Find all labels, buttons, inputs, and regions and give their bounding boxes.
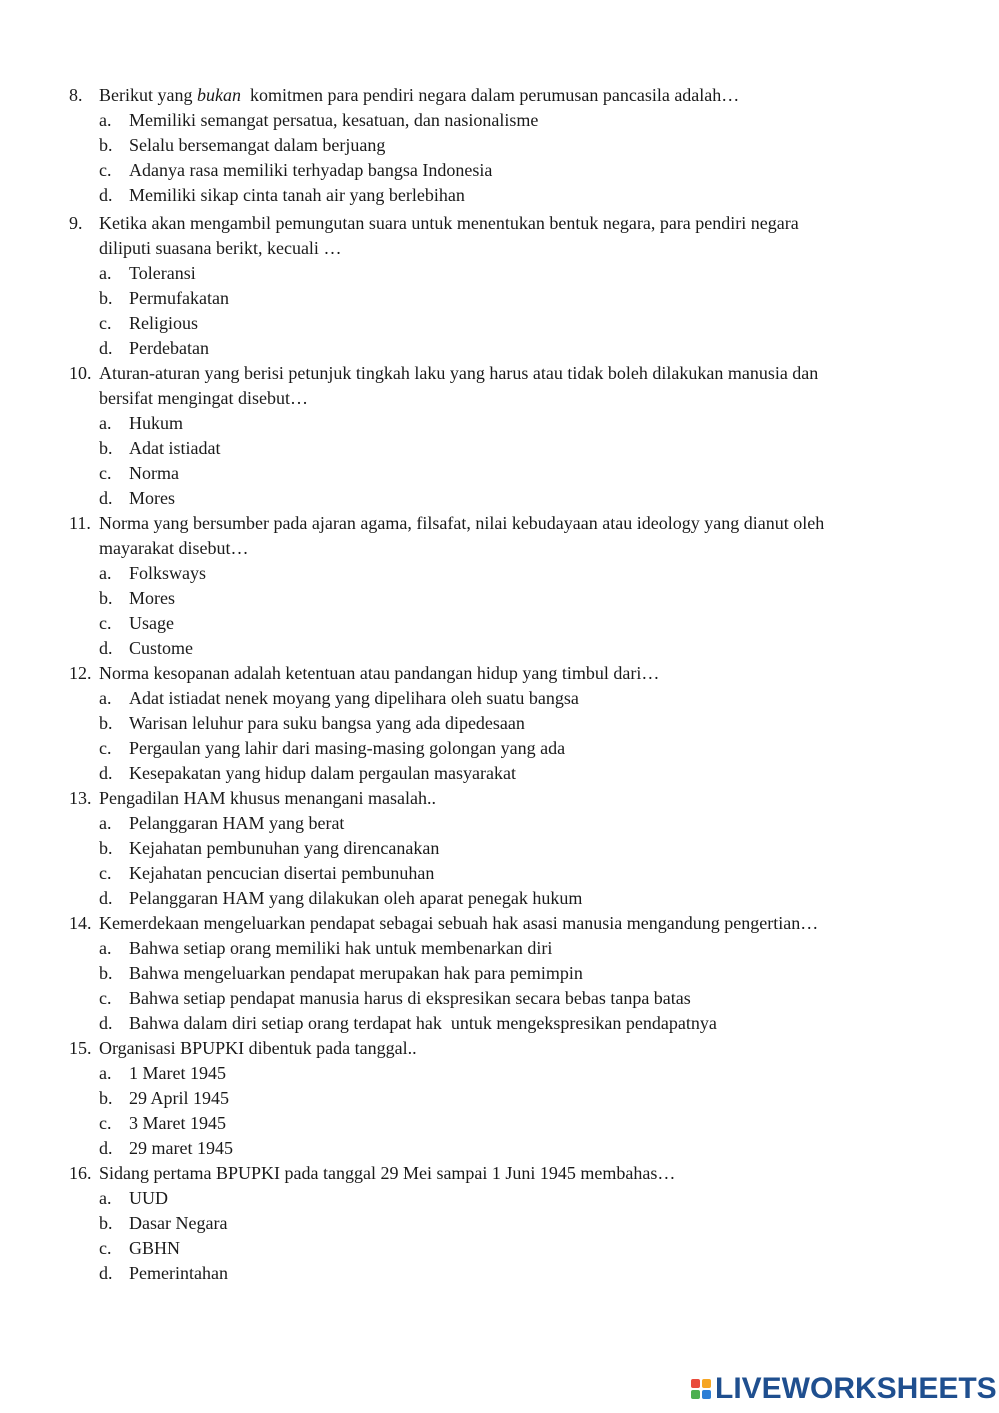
option-letter: b. xyxy=(99,963,113,983)
option-letter: b. xyxy=(99,1213,113,1233)
question xyxy=(0,361,999,511)
question-text: Sidang pertama BPUPKI pada tanggal 29 Mei sampai 1 Juni 1945 membahas… xyxy=(99,1163,676,1183)
answer-options xyxy=(0,561,999,661)
answer-options xyxy=(0,686,999,786)
option-text: Folksways xyxy=(129,563,207,583)
answer-option[interactable] xyxy=(0,886,999,911)
answer-option[interactable] xyxy=(0,1186,999,1211)
question-number: 10. xyxy=(69,363,92,383)
answer-option[interactable] xyxy=(0,1011,999,1036)
question xyxy=(0,83,999,211)
option-letter: b. xyxy=(99,588,113,608)
option-text: Mores xyxy=(129,588,175,608)
answer-option[interactable] xyxy=(0,611,999,636)
option-letter: c. xyxy=(99,1113,112,1133)
option-text: Bahwa dalam diri setiap orang terdapat hak untuk mengekspresikan pendapatnya xyxy=(129,1013,717,1033)
question-text: Norma kesopanan adalah ketentuan atau pandangan hidup yang timbul dari… xyxy=(99,663,660,683)
option-letter: c. xyxy=(99,313,112,333)
question-text: Norma yang bersumber pada ajaran agama, filsafat, nilai kebudayaan atau ideology yang dianut oleh mayarakat disebut… xyxy=(99,513,825,558)
option-letter: c. xyxy=(99,160,112,180)
answer-options xyxy=(0,261,999,361)
option-text: 29 maret 1945 xyxy=(129,1138,233,1158)
answer-option[interactable] xyxy=(0,1261,999,1286)
option-text: Adat istiadat nenek moyang yang dipelihara oleh suatu bangsa xyxy=(129,688,579,708)
question-text xyxy=(99,83,829,108)
answer-option[interactable] xyxy=(0,486,999,511)
option-text: Custome xyxy=(129,638,194,658)
answer-option[interactable] xyxy=(0,711,999,736)
option-letter: c. xyxy=(99,988,112,1008)
answer-option[interactable] xyxy=(0,158,999,183)
option-text: Warisan leluhur para suku bangsa yang ada dipedesaan xyxy=(129,713,525,733)
option-text: Kesepakatan yang hidup dalam pergaulan masyarakat xyxy=(129,763,517,783)
answer-option[interactable] xyxy=(0,686,999,711)
liveworksheets-icon xyxy=(691,1379,711,1399)
answer-option[interactable] xyxy=(0,133,999,158)
option-letter: d. xyxy=(99,185,113,205)
question-text: Pengadilan HAM khusus menangani masalah.. xyxy=(99,788,436,808)
option-letter: b. xyxy=(99,713,113,733)
answer-option[interactable] xyxy=(0,936,999,961)
question-number: 15. xyxy=(69,1038,92,1058)
answer-option[interactable] xyxy=(0,1061,999,1086)
option-letter: d. xyxy=(99,763,113,783)
option-text: Bahwa setiap pendapat manusia harus di ekspresikan secara bebas tanpa batas xyxy=(129,988,691,1008)
option-text: Adanya rasa memiliki terhyadap bangsa Indonesia xyxy=(129,160,493,180)
answer-option[interactable] xyxy=(0,261,999,286)
answer-options xyxy=(0,811,999,911)
logo-square-icon xyxy=(702,1379,711,1388)
option-letter: a. xyxy=(99,1063,112,1083)
answer-option[interactable] xyxy=(0,1111,999,1136)
question xyxy=(0,911,999,1036)
answer-option[interactable] xyxy=(0,961,999,986)
question-number: 14. xyxy=(69,913,92,933)
answer-option[interactable] xyxy=(0,411,999,436)
answer-option[interactable] xyxy=(0,336,999,361)
option-letter: d. xyxy=(99,488,113,508)
option-letter: a. xyxy=(99,688,112,708)
question-text: Ketika akan mengambil pemungutan suara untuk menentukan bentuk negara, para pendiri negara diliputi suasana berikt, kecuali … xyxy=(99,213,799,258)
logo-square-icon xyxy=(702,1390,711,1399)
option-letter: b. xyxy=(99,288,113,308)
question xyxy=(0,661,999,786)
option-letter: c. xyxy=(99,463,112,483)
answer-option[interactable] xyxy=(0,108,999,133)
option-letter: a. xyxy=(99,1188,112,1208)
option-letter: c. xyxy=(99,613,112,633)
answer-option[interactable] xyxy=(0,286,999,311)
logo-square-icon xyxy=(691,1379,700,1388)
option-text: 3 Maret 1945 xyxy=(129,1113,226,1133)
option-text: Pergaulan yang lahir dari masing-masing golongan yang ada xyxy=(129,738,566,758)
answer-option[interactable] xyxy=(0,461,999,486)
option-text: Hukum xyxy=(129,413,183,433)
option-text: Bahwa setiap orang memiliki hak untuk membenarkan diri xyxy=(129,938,553,958)
option-text: Permufakatan xyxy=(129,288,229,308)
question-text: Aturan-aturan yang berisi petunjuk tingkah laku yang harus atau tidak boleh dilakukan manusia dan bersifat mengingat disebut… xyxy=(99,363,819,408)
option-text: 29 April 1945 xyxy=(129,1088,230,1108)
question-number: 9. xyxy=(69,213,83,233)
option-letter: a. xyxy=(99,563,112,583)
question-number: 13. xyxy=(69,788,92,808)
option-letter: b. xyxy=(99,1088,113,1108)
option-text: Memiliki sikap cinta tanah air yang berlebihan xyxy=(129,185,465,205)
option-letter: d. xyxy=(99,1263,113,1283)
option-letter: d. xyxy=(99,638,113,658)
option-letter: a. xyxy=(99,413,112,433)
question-text-part: komitmen para pendiri negara dalam perumusan pancasila adalah… xyxy=(240,85,740,105)
option-text: Selalu bersemangat dalam berjuang xyxy=(129,135,386,155)
question-text-part: Berikut yang xyxy=(99,85,197,105)
option-text: Pelanggaran HAM yang dilakukan oleh aparat penegak hukum xyxy=(129,888,583,908)
logo-text: LIVEWORKSHEETS xyxy=(715,1372,997,1405)
option-text: Perdebatan xyxy=(129,338,209,358)
option-letter: c. xyxy=(99,863,112,883)
option-letter: a. xyxy=(99,938,112,958)
option-text: Norma xyxy=(129,463,179,483)
option-letter: d. xyxy=(99,888,113,908)
option-text: Adat istiadat xyxy=(129,438,221,458)
answer-option[interactable] xyxy=(0,636,999,661)
answer-options xyxy=(0,936,999,1036)
option-text: Religious xyxy=(129,313,199,333)
question xyxy=(0,511,999,661)
question xyxy=(0,1161,999,1286)
answer-options xyxy=(0,108,999,208)
answer-option[interactable] xyxy=(0,183,999,208)
answer-option[interactable] xyxy=(0,311,999,336)
question xyxy=(0,786,999,911)
option-text: Kejahatan pembunuhan yang direncanakan xyxy=(129,838,440,858)
answer-options xyxy=(0,1186,999,1286)
answer-options xyxy=(0,1061,999,1161)
answer-option[interactable] xyxy=(0,836,999,861)
option-letter: d. xyxy=(99,338,113,358)
option-letter: b. xyxy=(99,838,113,858)
option-letter: d. xyxy=(99,1013,113,1033)
option-text: Dasar Negara xyxy=(129,1213,228,1233)
answer-options xyxy=(0,411,999,511)
answer-option[interactable] xyxy=(0,811,999,836)
option-letter: d. xyxy=(99,1138,113,1158)
question-text-emphasis: bukan xyxy=(196,85,241,105)
answer-option[interactable] xyxy=(0,1086,999,1111)
answer-option[interactable] xyxy=(0,1236,999,1261)
option-text: Mores xyxy=(129,488,175,508)
option-text: Pelanggaran HAM yang berat xyxy=(129,813,345,833)
question xyxy=(0,1036,999,1161)
answer-option[interactable] xyxy=(0,986,999,1011)
answer-option[interactable] xyxy=(0,586,999,611)
option-text: Pemerintahan xyxy=(129,1263,228,1283)
option-text: Kejahatan pencucian disertai pembunuhan xyxy=(129,863,435,883)
option-letter: a. xyxy=(99,813,112,833)
option-letter: c. xyxy=(99,738,112,758)
liveworksheets-logo xyxy=(691,1373,997,1405)
option-letter: b. xyxy=(99,438,113,458)
question xyxy=(0,211,999,361)
logo-square-icon xyxy=(691,1390,700,1399)
option-text: Toleransi xyxy=(129,263,196,283)
option-letter: a. xyxy=(99,263,112,283)
option-letter: c. xyxy=(99,1238,112,1258)
worksheet xyxy=(0,83,999,1286)
question-text: Organisasi BPUPKI dibentuk pada tanggal.. xyxy=(99,1038,417,1058)
answer-option[interactable] xyxy=(0,436,999,461)
answer-option[interactable] xyxy=(0,561,999,586)
question-number: 11. xyxy=(69,513,91,533)
option-text: Memiliki semangat persatua, kesatuan, dan nasionalisme xyxy=(129,110,539,130)
option-text: Bahwa mengeluarkan pendapat merupakan hak para pemimpin xyxy=(129,963,583,983)
option-text: UUD xyxy=(129,1188,168,1208)
option-letter: b. xyxy=(99,135,113,155)
question-text: Kemerdekaan mengeluarkan pendapat sebagai sebuah hak asasi manusia mengandung pengertian… xyxy=(99,913,819,933)
question-number: 16. xyxy=(69,1163,92,1183)
option-letter: a. xyxy=(99,110,112,130)
option-text: 1 Maret 1945 xyxy=(129,1063,226,1083)
answer-option[interactable] xyxy=(0,1211,999,1236)
answer-option[interactable] xyxy=(0,761,999,786)
answer-option[interactable] xyxy=(0,861,999,886)
option-text: Usage xyxy=(129,613,174,633)
question-number: 12. xyxy=(69,663,92,683)
answer-option[interactable] xyxy=(0,736,999,761)
option-text: GBHN xyxy=(129,1238,181,1258)
answer-option[interactable] xyxy=(0,1136,999,1161)
question-number: 8. xyxy=(69,85,83,105)
